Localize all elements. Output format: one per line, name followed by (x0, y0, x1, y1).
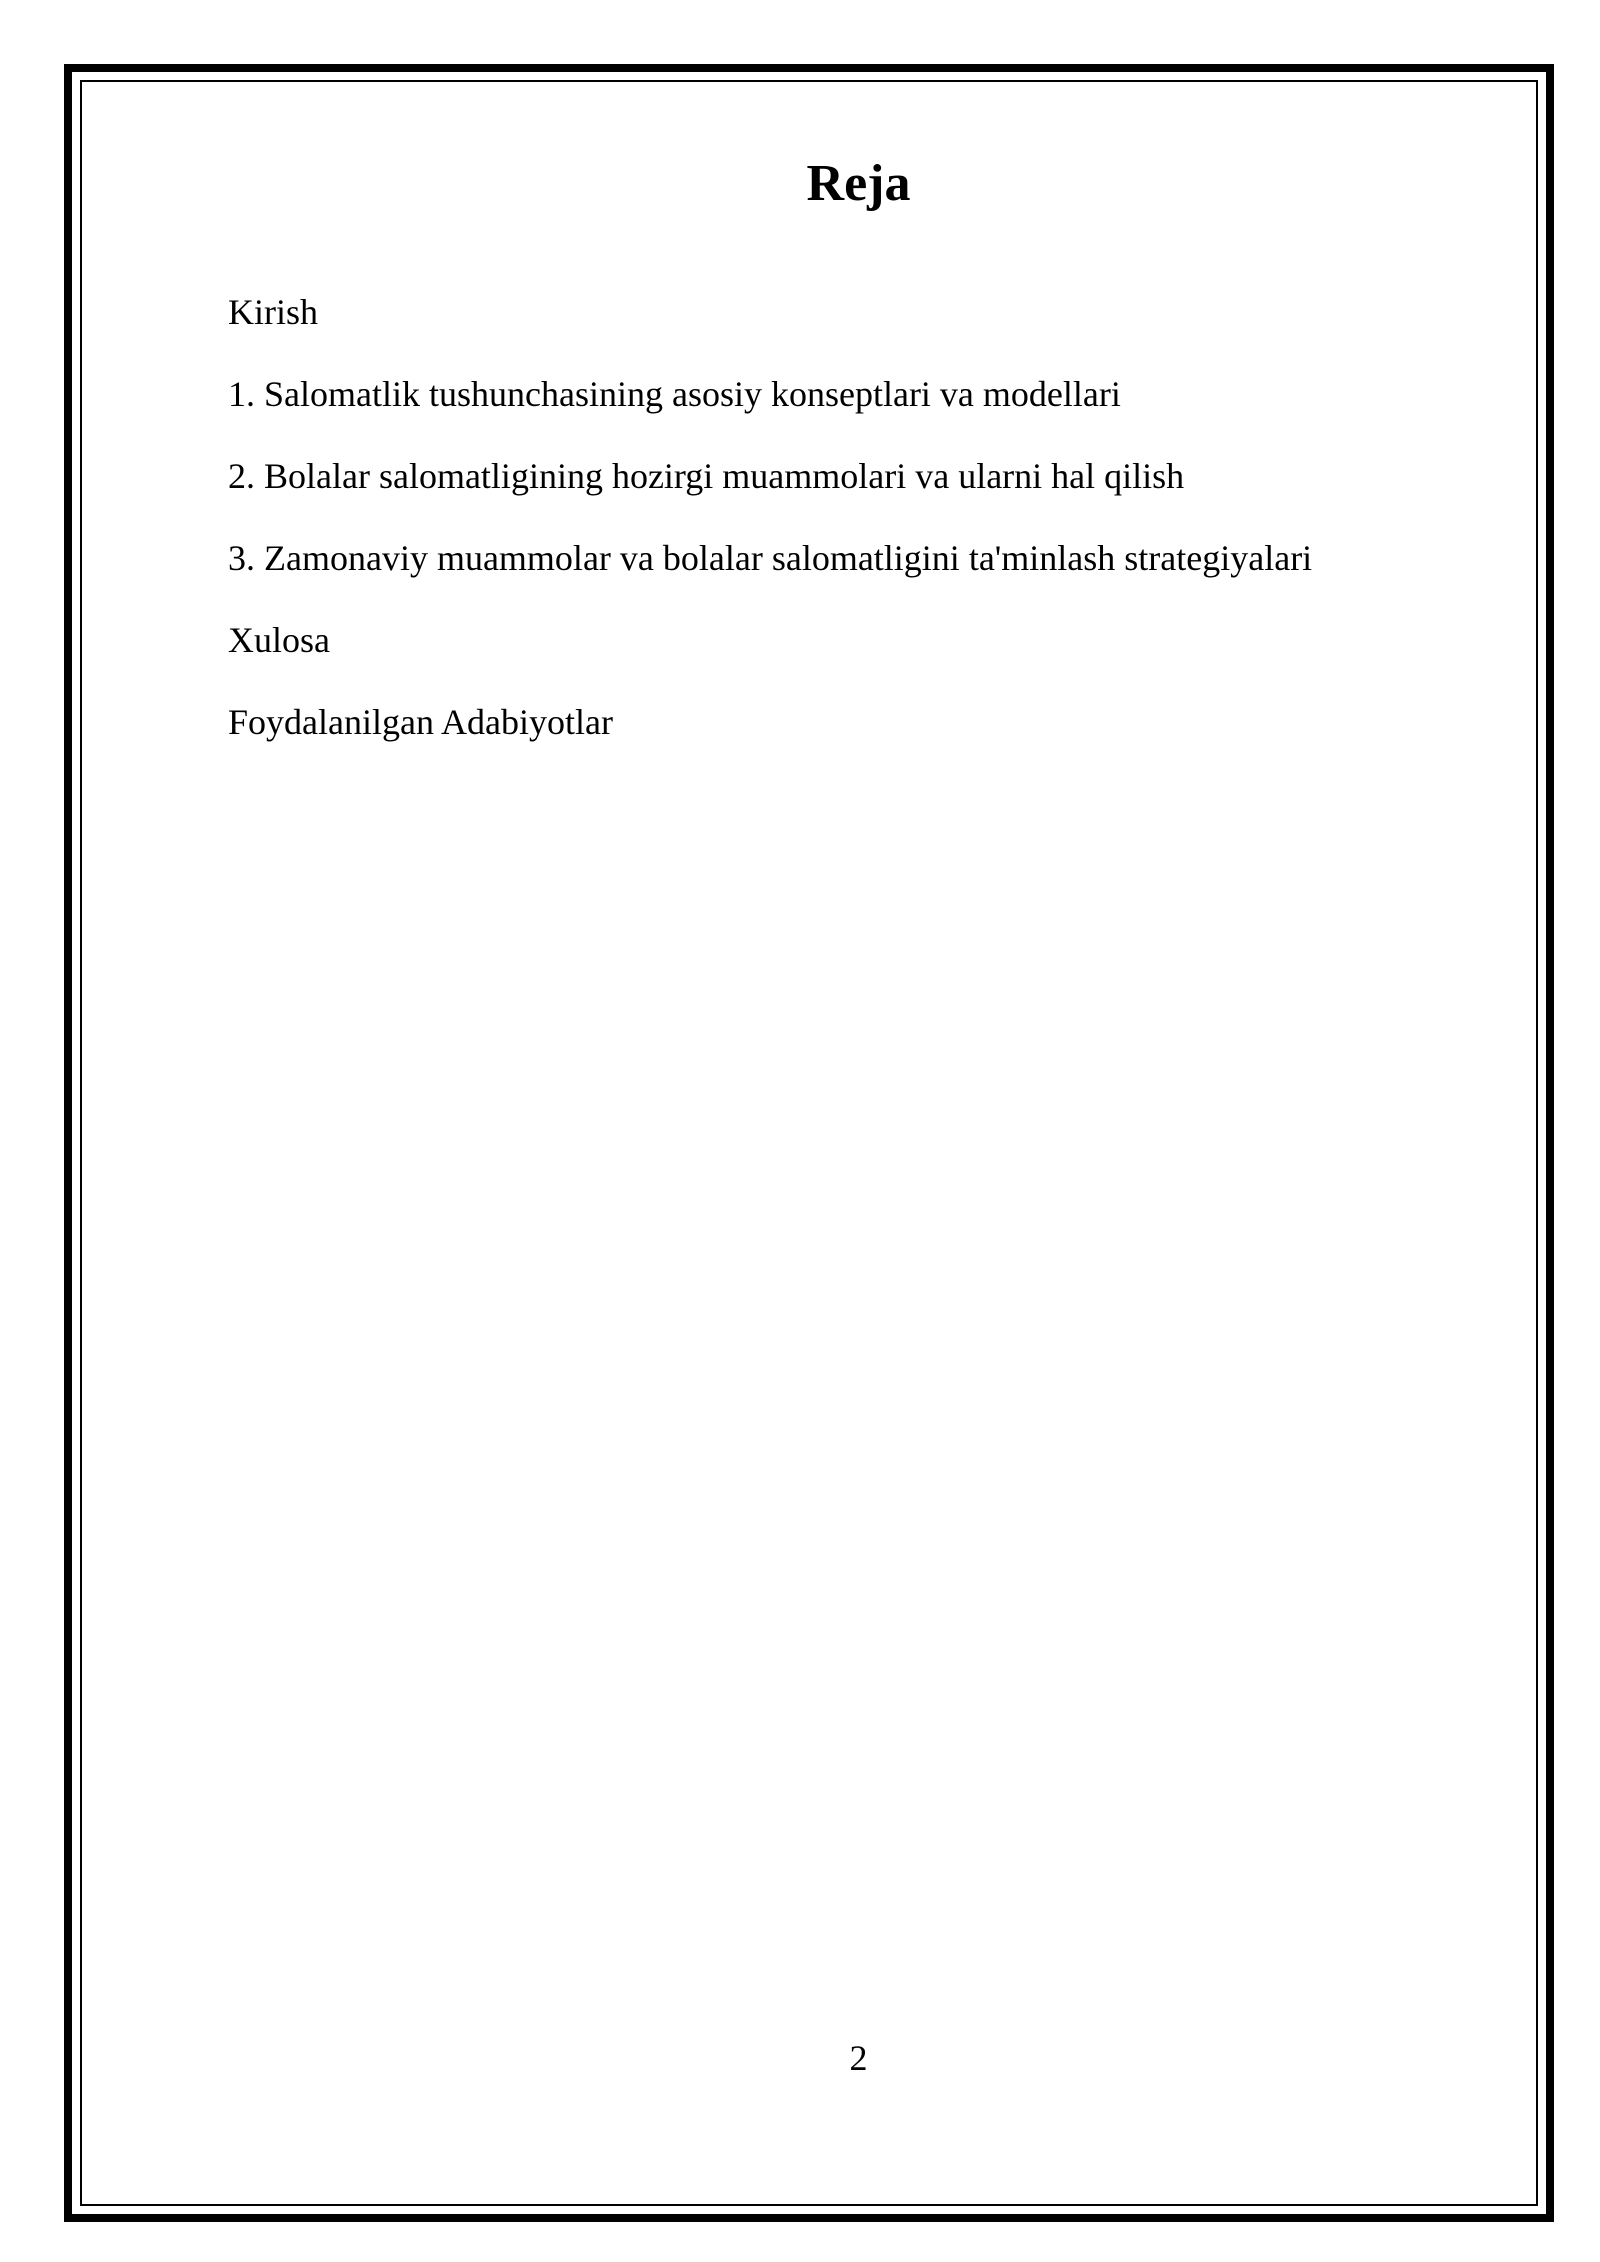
toc-item-section-1: 1. Salomatlik tushunchasining asosiy konseptlari va modellari (228, 374, 1121, 414)
toc-item-conclusion: Xulosa (228, 620, 330, 660)
toc-item-references: Foydalanilgan Adabiyotlar (228, 702, 613, 742)
table-of-contents (228, 290, 1312, 782)
toc-item-section-2: 2. Bolalar salomatligining hozirgi muammolari va ularni hal qilish (228, 456, 1185, 496)
toc-item-section-3: 3. Zamonaviy muammolar va bolalar salomatligini ta'minlash strategiyalari (228, 538, 1313, 578)
toc-item-introduction: Kirish (228, 292, 318, 332)
page-number: 2 (849, 2038, 868, 2078)
page-title: Reja (806, 155, 911, 212)
